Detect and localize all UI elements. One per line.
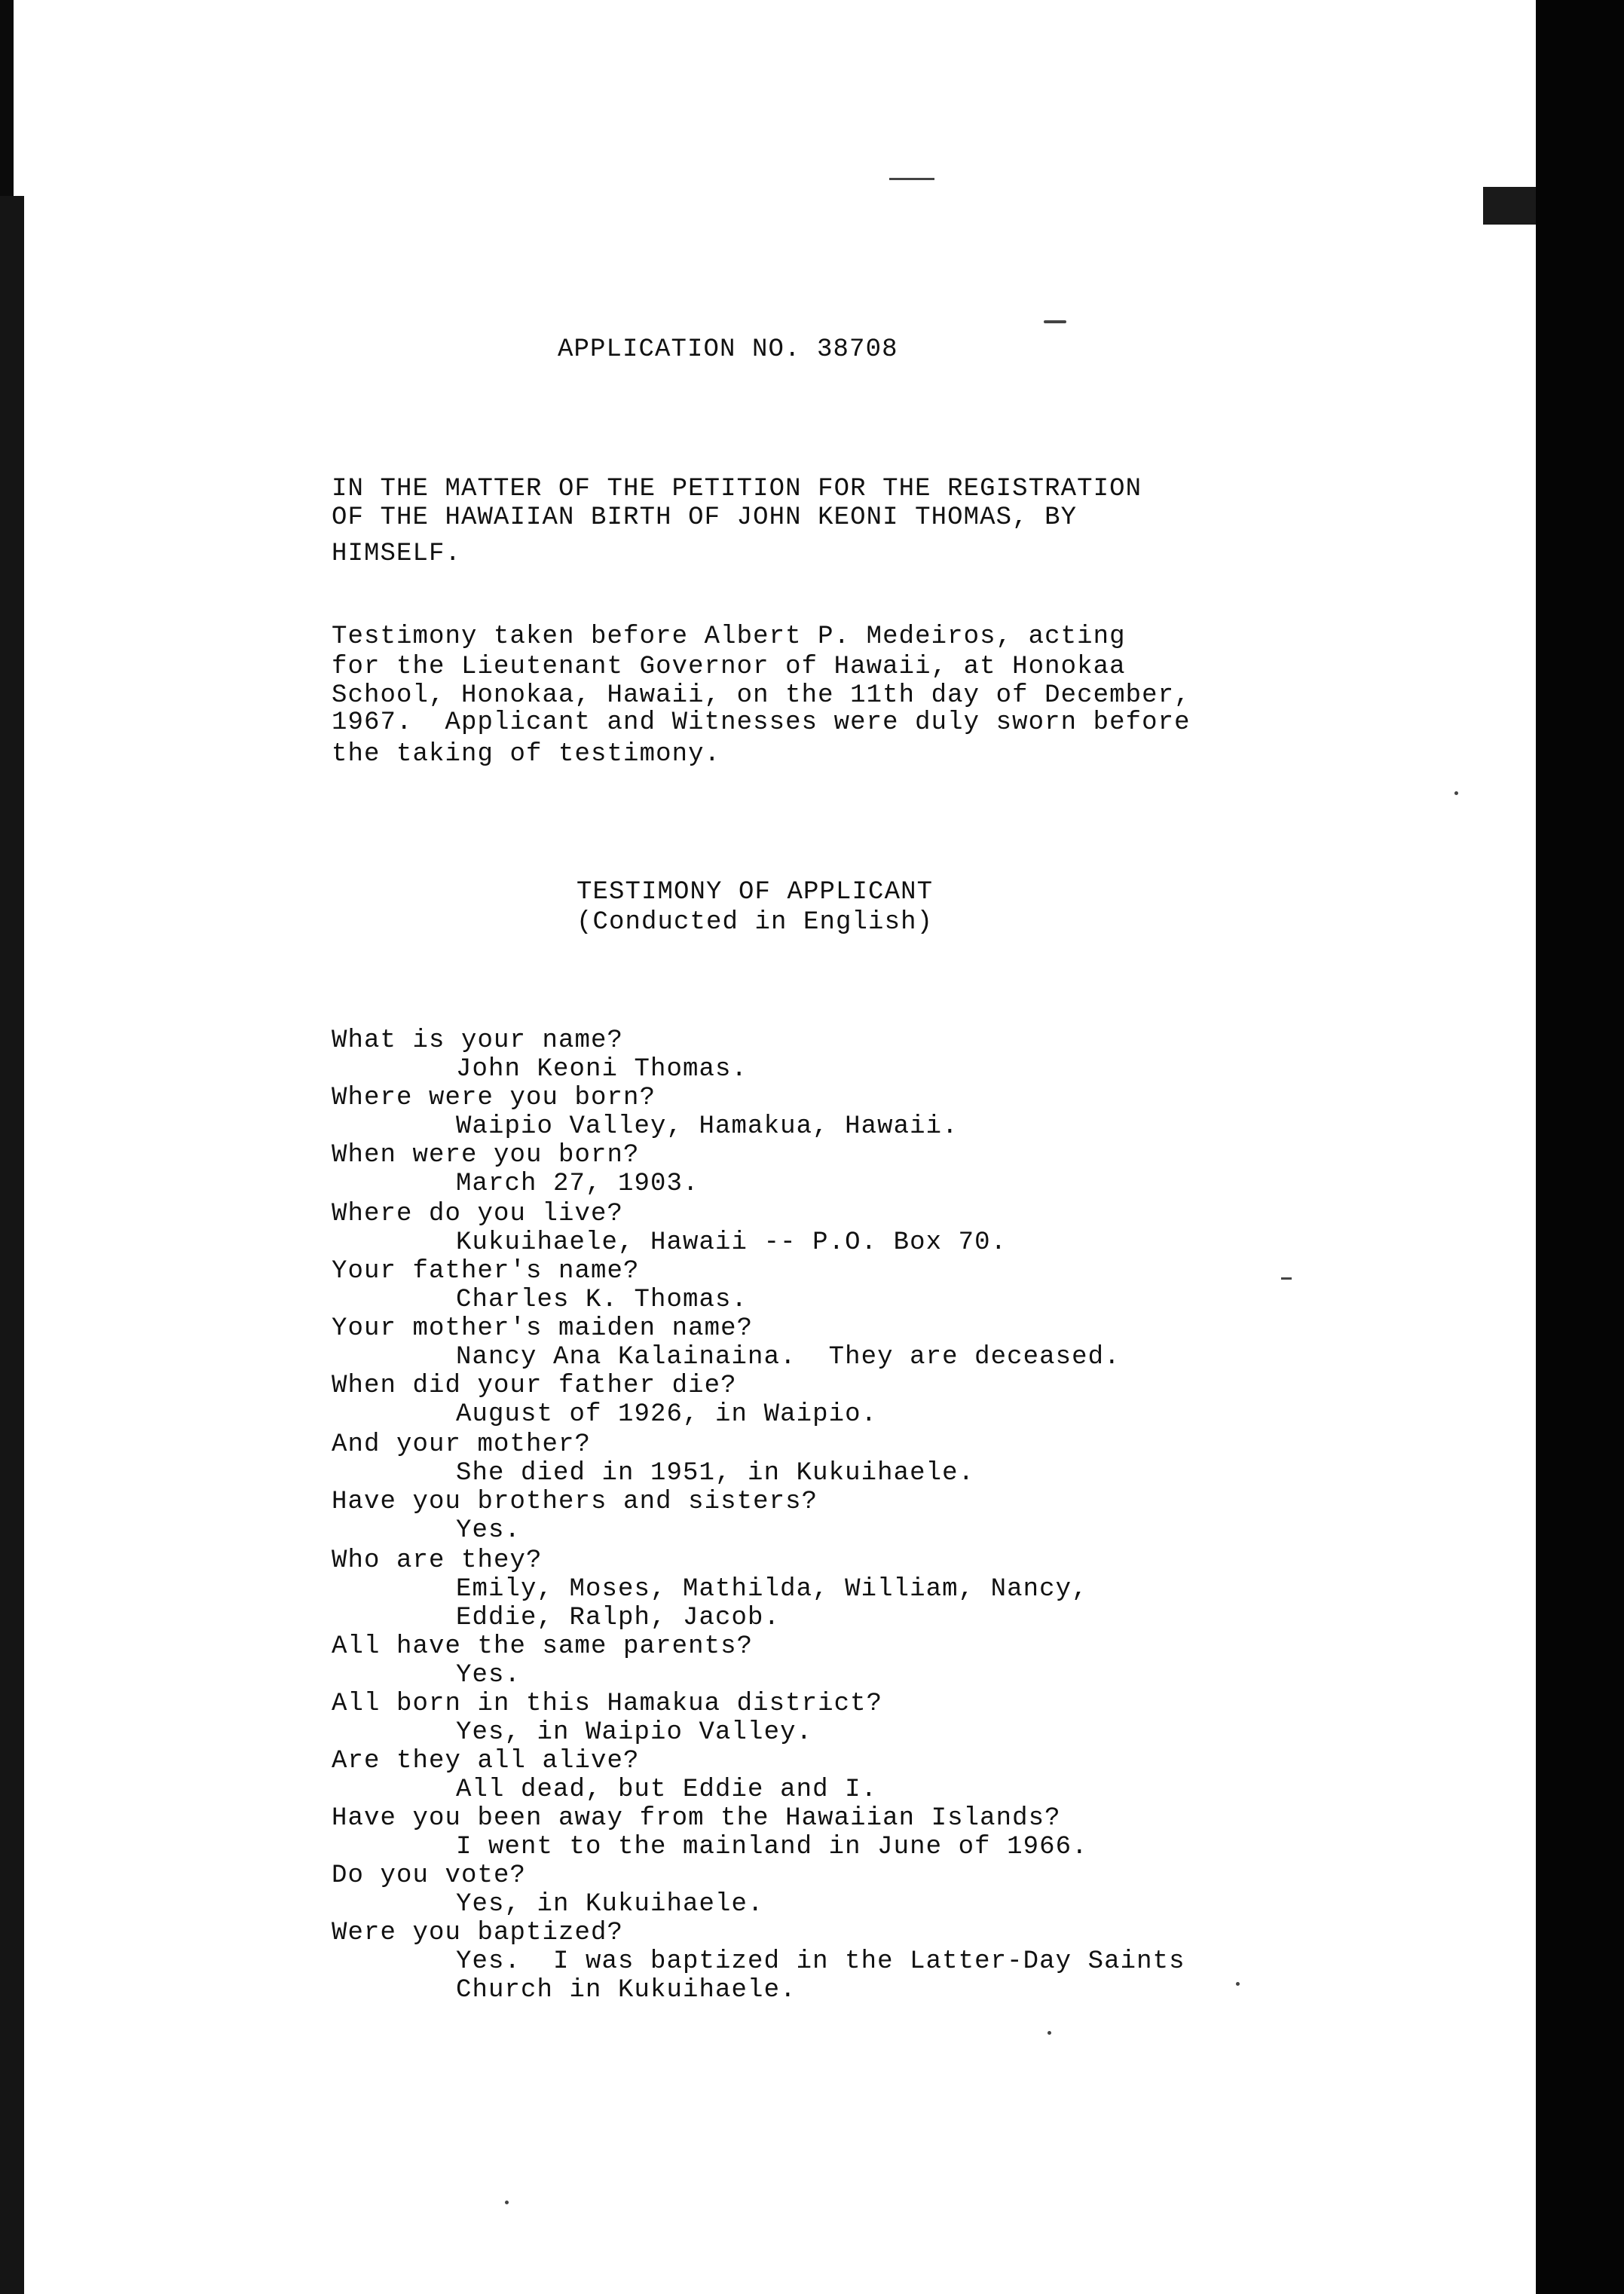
answer: Yes. xyxy=(456,1516,521,1545)
question: When were you born? xyxy=(332,1141,640,1170)
application-number: APPLICATION NO. 38708 xyxy=(558,335,898,364)
matter-line: OF THE HAWAIIAN BIRTH OF JOHN KEONI THOMAS, BY xyxy=(332,503,1078,532)
matter-line: HIMSELF. xyxy=(332,540,462,568)
scan-speck xyxy=(1236,1982,1240,1986)
scan-speck xyxy=(505,2201,509,2204)
answer: Yes, in Kukuihaele. xyxy=(456,1890,764,1919)
intro-line: Testimony taken before Albert P. Medeiros, acting xyxy=(332,622,1126,651)
section-title: TESTIMONY OF APPLICANT xyxy=(577,878,934,907)
scan-speck xyxy=(1047,2031,1051,2035)
question: Who are they? xyxy=(332,1546,543,1575)
answer: I went to the mainland in June of 1966. xyxy=(456,1833,1088,1861)
question: Where were you born? xyxy=(332,1084,656,1112)
intro-line: 1967. Applicant and Witnesses were duly sworn before xyxy=(332,708,1191,737)
answer: Yes. xyxy=(456,1661,521,1690)
section-subtitle: (Conducted in English) xyxy=(577,908,934,937)
intro-line: for the Lieutenant Governor of Hawaii, at Honokaa xyxy=(332,653,1126,681)
question: Do you vote? xyxy=(332,1861,527,1890)
answer: Nancy Ana Kalainaina. They are deceased. xyxy=(456,1343,1121,1372)
answer: August of 1926, in Waipio. xyxy=(456,1400,878,1429)
answer: Yes, in Waipio Valley. xyxy=(456,1718,813,1747)
matter-line: IN THE MATTER OF THE PETITION FOR THE REGISTRATION xyxy=(332,475,1142,503)
scan-speck xyxy=(889,178,934,180)
question: Are they all alive? xyxy=(332,1747,640,1776)
scan-edge-notch xyxy=(1483,187,1536,225)
answer: Church in Kukuihaele. xyxy=(456,1976,797,2005)
question: And your mother? xyxy=(332,1430,592,1459)
answer: Kukuihaele, Hawaii -- P.O. Box 70. xyxy=(456,1228,1008,1257)
question: What is your name? xyxy=(332,1026,624,1055)
question: When did your father die? xyxy=(332,1372,737,1400)
scan-edge-left-inner xyxy=(0,196,24,2294)
intro-line: School, Honokaa, Hawaii, on the 11th day of December, xyxy=(332,681,1191,710)
scan-edge-right xyxy=(1536,0,1624,2294)
answer: All dead, but Eddie and I. xyxy=(456,1776,878,1804)
scan-speck xyxy=(1044,320,1066,323)
question: All born in this Hamakua district? xyxy=(332,1690,883,1718)
question: Were you baptized? xyxy=(332,1919,624,1947)
answer: John Keoni Thomas. xyxy=(456,1055,748,1084)
answer: March 27, 1903. xyxy=(456,1170,699,1198)
scan-speck xyxy=(1281,1277,1292,1280)
question: Your father's name? xyxy=(332,1257,640,1286)
question: Have you been away from the Hawaiian Islands? xyxy=(332,1804,1061,1833)
answer: Charles K. Thomas. xyxy=(456,1286,748,1314)
question: Have you brothers and sisters? xyxy=(332,1488,818,1516)
answer: Waipio Valley, Hamakua, Hawaii. xyxy=(456,1112,959,1141)
question: Where do you live? xyxy=(332,1200,624,1228)
answer: Eddie, Ralph, Jacob. xyxy=(456,1604,781,1632)
answer: Yes. I was baptized in the Latter-Day Saints xyxy=(456,1947,1185,1976)
question: All have the same parents? xyxy=(332,1632,754,1661)
question: Your mother's maiden name? xyxy=(332,1314,754,1343)
scan-speck xyxy=(1454,791,1458,795)
answer: Emily, Moses, Mathilda, William, Nancy, xyxy=(456,1575,1088,1604)
answer: She died in 1951, in Kukuihaele. xyxy=(456,1459,975,1488)
intro-line: the taking of testimony. xyxy=(332,740,721,769)
scan-edge-top-right xyxy=(1500,0,1536,188)
